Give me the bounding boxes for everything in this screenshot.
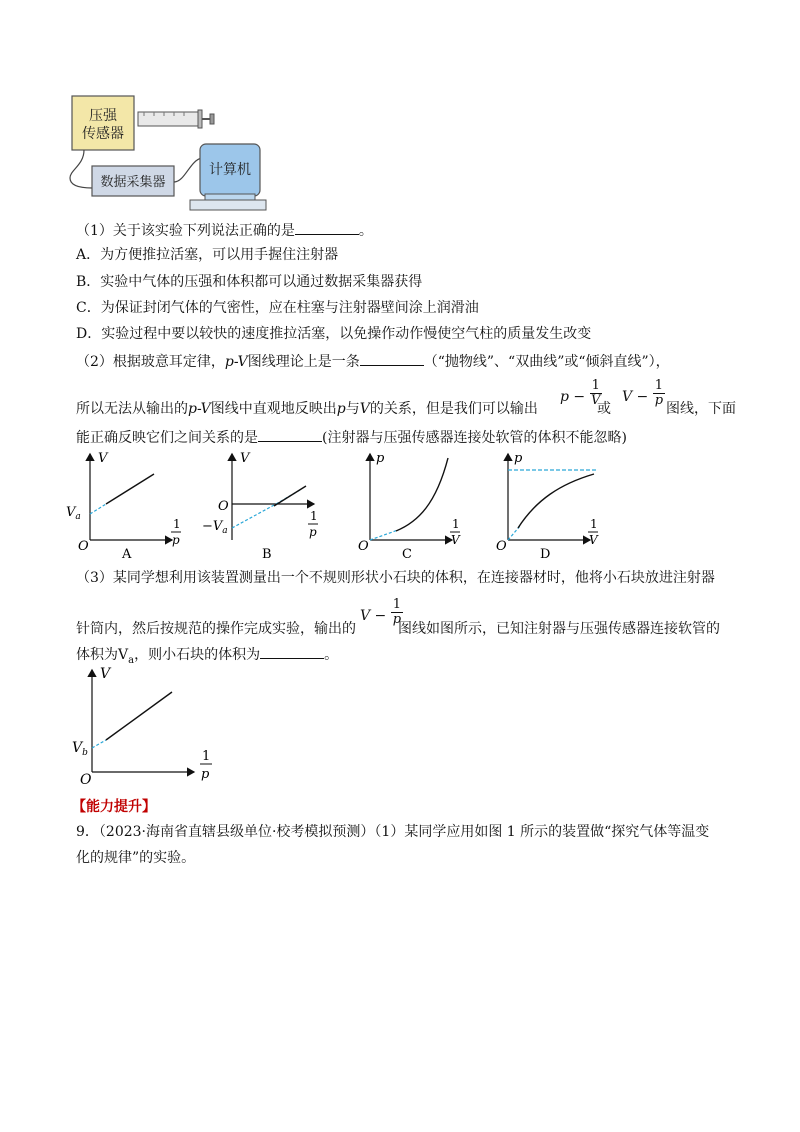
option-graphs — [60, 448, 620, 564]
expr-v-minus-1-over-p: V − $\frac{1}{p}$ — [622, 378, 664, 408]
q3-expr-v-minus-1-over-p: V − $\frac{1}{p}$ — [360, 597, 402, 627]
graph-b-x-num: 1 — [310, 509, 318, 523]
collector-label: 数据采集器 — [100, 175, 166, 190]
q2-line2-end: 图线，下面 — [666, 401, 736, 417]
q1-option-c: C．为保证封闭气体的气密性，应在柱塞与注射器壁间涂上润滑油 — [76, 300, 479, 316]
q3-graph-x-den: p — [201, 767, 210, 782]
expr-p-minus-1-over-v: p − $\frac{1}{V}$ — [560, 378, 601, 408]
graph-b-intercept: −V — [202, 519, 223, 534]
q3-graph-origin: O — [80, 772, 92, 788]
graph-c-y-label: p — [376, 451, 385, 466]
q3-graph-y-label: V — [100, 666, 111, 682]
q1-stem: （1）关于该实验下列说法正确的是 。 — [76, 220, 373, 241]
q2-curve-blank[interactable] — [360, 351, 424, 366]
q2-line2: 所以无法从输出的p-V图线中直观地反映出p与V的关系，但是我们可以输出 — [76, 401, 538, 417]
graph-b-origin: O — [218, 499, 229, 514]
graph-a — [66, 451, 181, 562]
or-text: 或 — [597, 401, 611, 417]
q3-line2b: 图线如图所示，已知注射器与压强传感器连接软管的 — [398, 621, 720, 637]
q1-option-d: D．实验过程中要以较快的速度推拉活塞，以免操作动作慢使空气柱的质量发生改变 — [76, 326, 592, 342]
graph-c — [358, 451, 461, 562]
graph-d — [496, 451, 599, 562]
graph-a-x-num: 1 — [173, 517, 181, 531]
graph-a-x-den: p — [172, 533, 180, 547]
graph-a-origin: O — [78, 539, 89, 554]
graph-a-label: A — [122, 547, 132, 562]
graph-c-x-num: 1 — [452, 517, 460, 531]
graph-b-label: B — [262, 547, 272, 562]
q3-line3: 体积为$V_a$，则小石块的体积为 。 — [76, 644, 338, 671]
graph-a-y-label: V — [98, 451, 108, 466]
svg-text:−Va — [202, 519, 228, 536]
graph-b-y-label: V — [240, 451, 250, 466]
sensor-label-2: 传感器 — [82, 126, 124, 142]
q2-line3: 能正确反映它们之间关系的是 (注射器与压强传感器连接处软管的体积不能忽略) — [76, 427, 627, 448]
graph-d-label: D — [540, 547, 551, 562]
q1-option-a: A．为方便推拉活塞，可以用手握住注射器 — [76, 247, 339, 263]
graph-b-x-den: p — [309, 525, 317, 539]
q3-graph-intercept-sub: b — [82, 748, 88, 758]
q1-option-b: B．实验中气体的压强和体积都可以通过数据采集器获得 — [76, 274, 423, 290]
svg-text:Vb — [72, 740, 88, 758]
graph-d-x-num: 1 — [590, 517, 598, 531]
q1-answer-blank[interactable] — [295, 220, 359, 235]
q3-graph — [60, 664, 220, 792]
q2-choice-blank[interactable] — [258, 427, 322, 442]
computer-label: 计算机 — [209, 162, 251, 178]
q9-line1: 9．（2023·海南省直辖县级单位·校考模拟预测）（1）某同学应用如图 1 所示的装置做“探究气体等温变 — [76, 824, 710, 840]
sensor-label-1: 压强 — [89, 108, 117, 124]
graph-a-intercept-sub: a — [75, 512, 81, 522]
graph-a-intercept: V — [66, 505, 76, 520]
graph-d-origin: O — [496, 539, 507, 554]
syringe-icon — [138, 110, 214, 128]
graph-d-x-den: V — [589, 533, 598, 547]
q3-answer-blank[interactable] — [260, 644, 324, 659]
graph-b-intercept-sub: a — [222, 526, 228, 536]
svg-text:Va — [66, 505, 81, 522]
q2-line1: （2）根据玻意耳定律，p-V图线理论上是一条 （“抛物线”、“双曲线”或“倾斜直线”）， — [76, 351, 670, 372]
apparatus-diagram — [60, 90, 280, 216]
graph-c-x-den: V — [451, 533, 460, 547]
q3-graph-x-num: 1 — [202, 749, 211, 764]
q9-line2: 化的规律”的实验。 — [76, 850, 196, 866]
computer-icon — [190, 144, 266, 210]
section-heading: 【能力提升】 — [72, 799, 156, 815]
q3-line1: （3）某同学想利用该装置测量出一个不规则形状小石块的体积，在连接器材时，他将小石块放进注射器 — [76, 570, 715, 586]
q3-line2a: 针筒内，然后按规范的操作完成实验，输出的 — [76, 621, 356, 637]
graph-b — [202, 451, 318, 562]
q3-graph-intercept: V — [72, 740, 83, 756]
graph-c-origin: O — [358, 539, 369, 554]
graph-c-label: C — [402, 547, 412, 562]
graph-d-y-label: p — [514, 451, 523, 466]
